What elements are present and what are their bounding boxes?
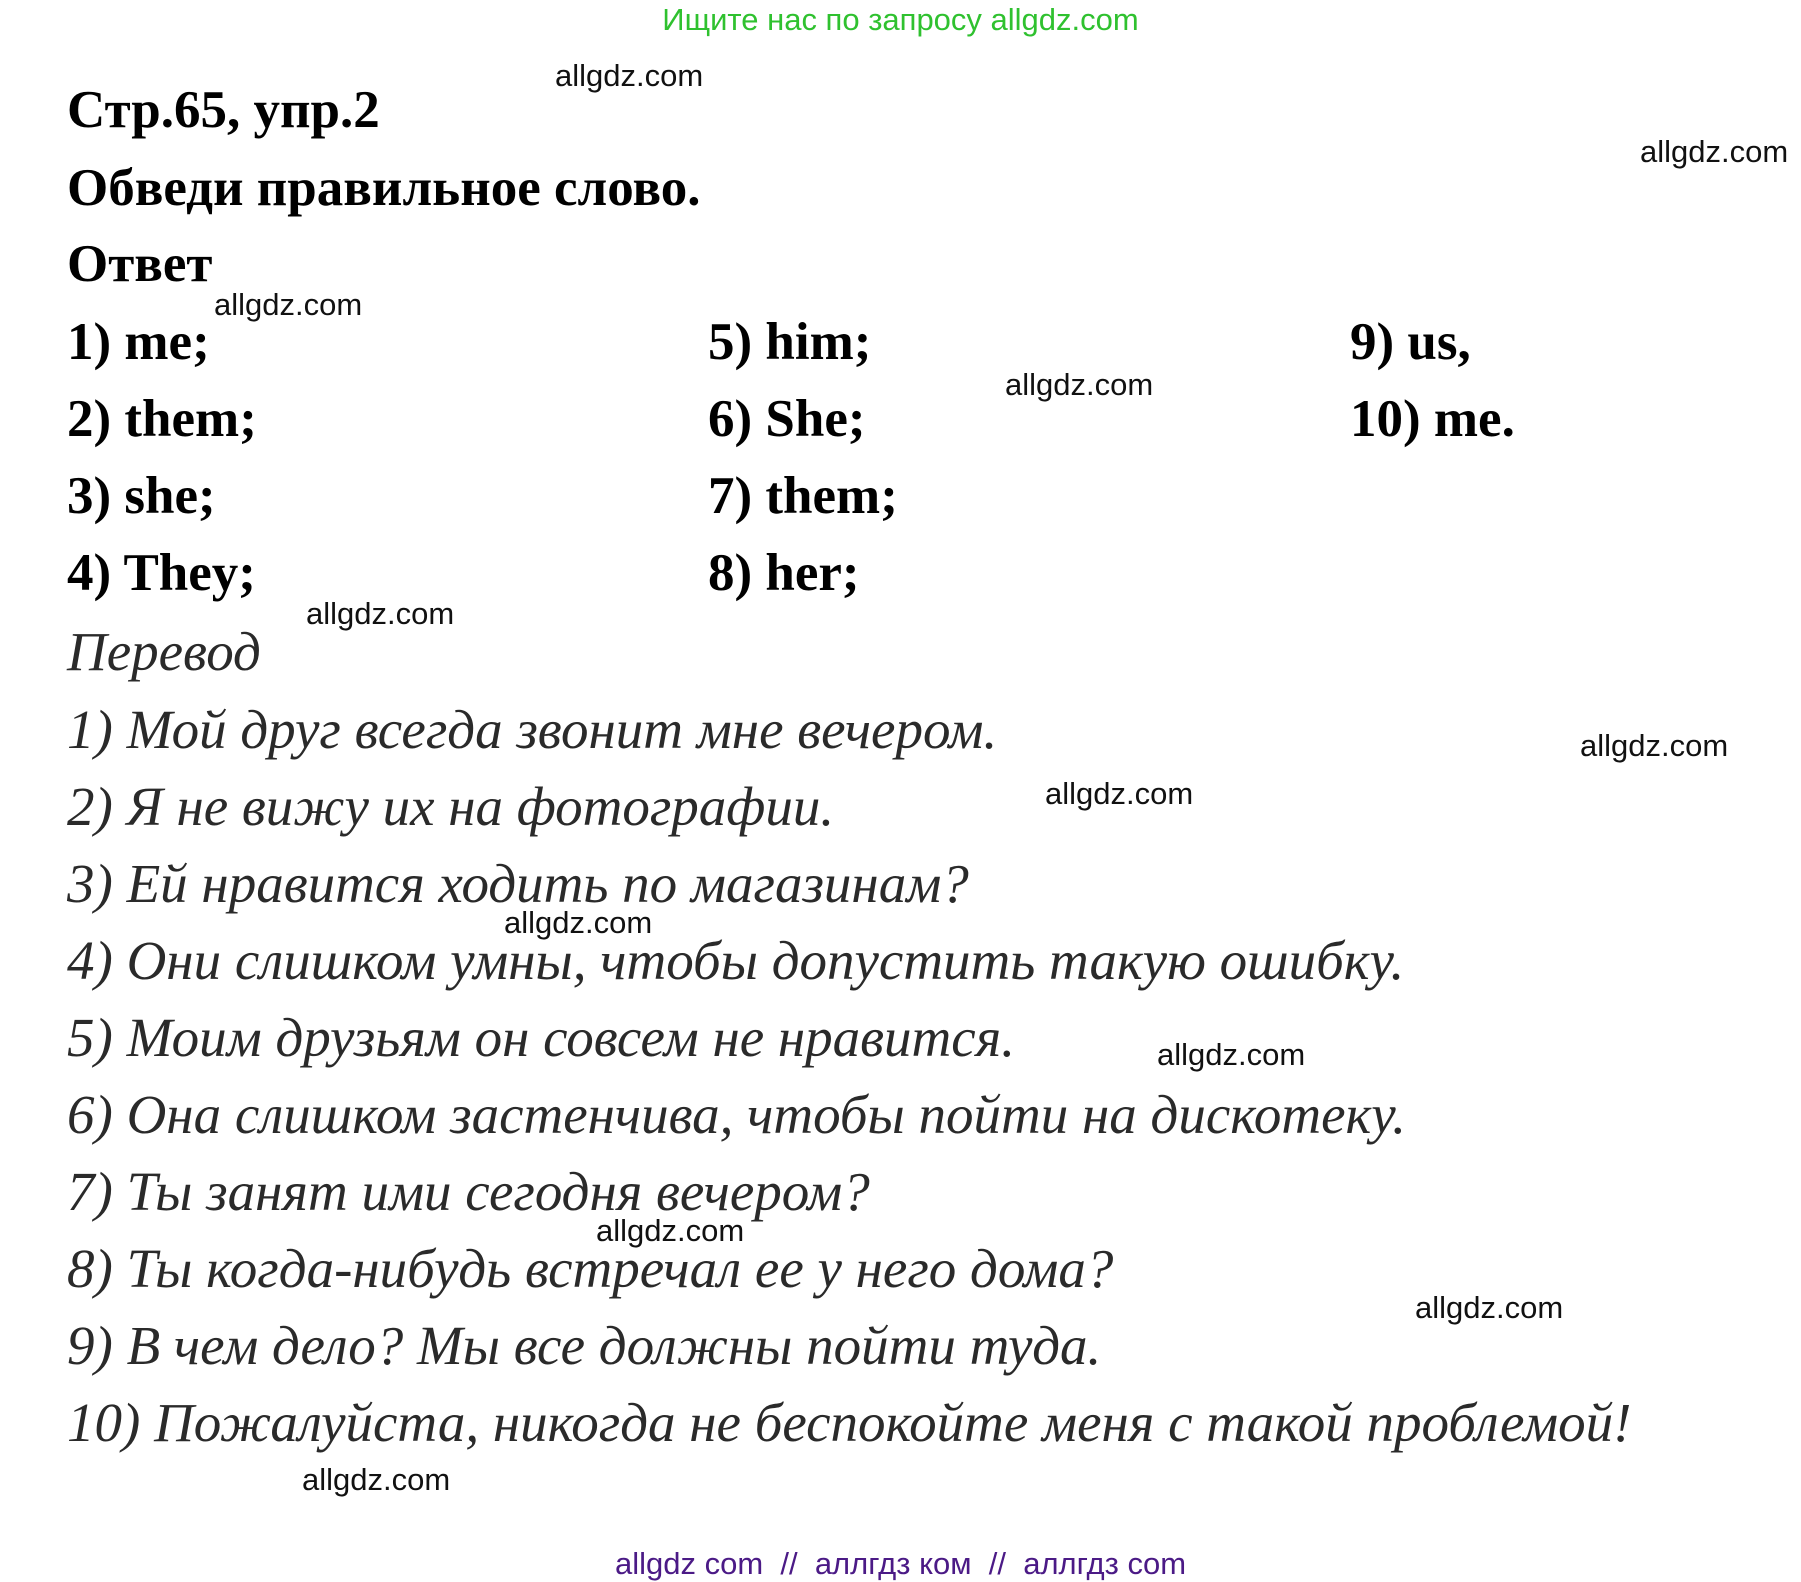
watermark: allgdz.com: [596, 1213, 745, 1248]
answer-item: 10) me.: [1350, 390, 1515, 448]
task-text: Обведи правильное слово.: [67, 159, 701, 217]
translation-line: 9) В чем дело? Мы все должны пойти туда.: [67, 1315, 1102, 1376]
answer-item: 9) us,: [1350, 313, 1471, 371]
top-banner: Ищите нас по запросу allgdz.com: [662, 2, 1139, 37]
translation-label: Перевод: [67, 621, 261, 682]
translation-line: 4) Они слишком умны, чтобы допустить такую ошибку.: [67, 930, 1405, 991]
answer-item: 7) them;: [708, 467, 898, 525]
watermark: allgdz.com: [302, 1462, 451, 1497]
translation-line: 6) Она слишком застенчива, чтобы пойти на дискотеку.: [67, 1084, 1406, 1145]
answer-item: 2) them;: [67, 390, 257, 448]
translation-line: 2) Я не вижу их на фотографии.: [67, 776, 835, 837]
watermark: allgdz.com: [555, 58, 704, 93]
watermark: allgdz.com: [1415, 1290, 1564, 1325]
watermark: allgdz.com: [1157, 1037, 1306, 1072]
answer-label: Ответ: [67, 235, 213, 293]
translation-line: 8) Ты когда-нибудь встречал ее у него дома?: [67, 1238, 1114, 1299]
page-title: Стр.65, упр.2: [67, 81, 380, 139]
translation-line: 10) Пожалуйста, никогда не беспокойте меня с такой проблемой!: [67, 1392, 1632, 1453]
answer-item: 5) him;: [708, 313, 872, 371]
watermark: allgdz.com: [1045, 776, 1194, 811]
translation-line: 3) Ей нравится ходить по магазинам?: [67, 853, 969, 914]
answer-item: 1) me;: [67, 313, 210, 371]
answer-item: 4) They;: [67, 544, 256, 602]
watermark: allgdz.com: [306, 596, 455, 631]
watermark: allgdz.com: [1580, 728, 1729, 763]
translation-line: 5) Моим друзьям он совсем не нравится.: [67, 1007, 1015, 1068]
footer: allgdz com // аллгдз ком // аллгдз com: [614, 1546, 1187, 1581]
translation-line: 1) Мой друг всегда звонит мне вечером.: [67, 699, 998, 760]
watermark: allgdz.com: [504, 905, 653, 940]
watermark: allgdz.com: [1005, 367, 1154, 402]
answer-item: 6) She;: [708, 390, 866, 448]
watermark: allgdz.com: [1640, 134, 1789, 169]
answer-item: 8) her;: [708, 544, 860, 602]
watermark: allgdz.com: [214, 287, 363, 322]
answer-item: 3) she;: [67, 467, 216, 525]
translation-line: 7) Ты занят ими сегодня вечером?: [67, 1161, 870, 1222]
